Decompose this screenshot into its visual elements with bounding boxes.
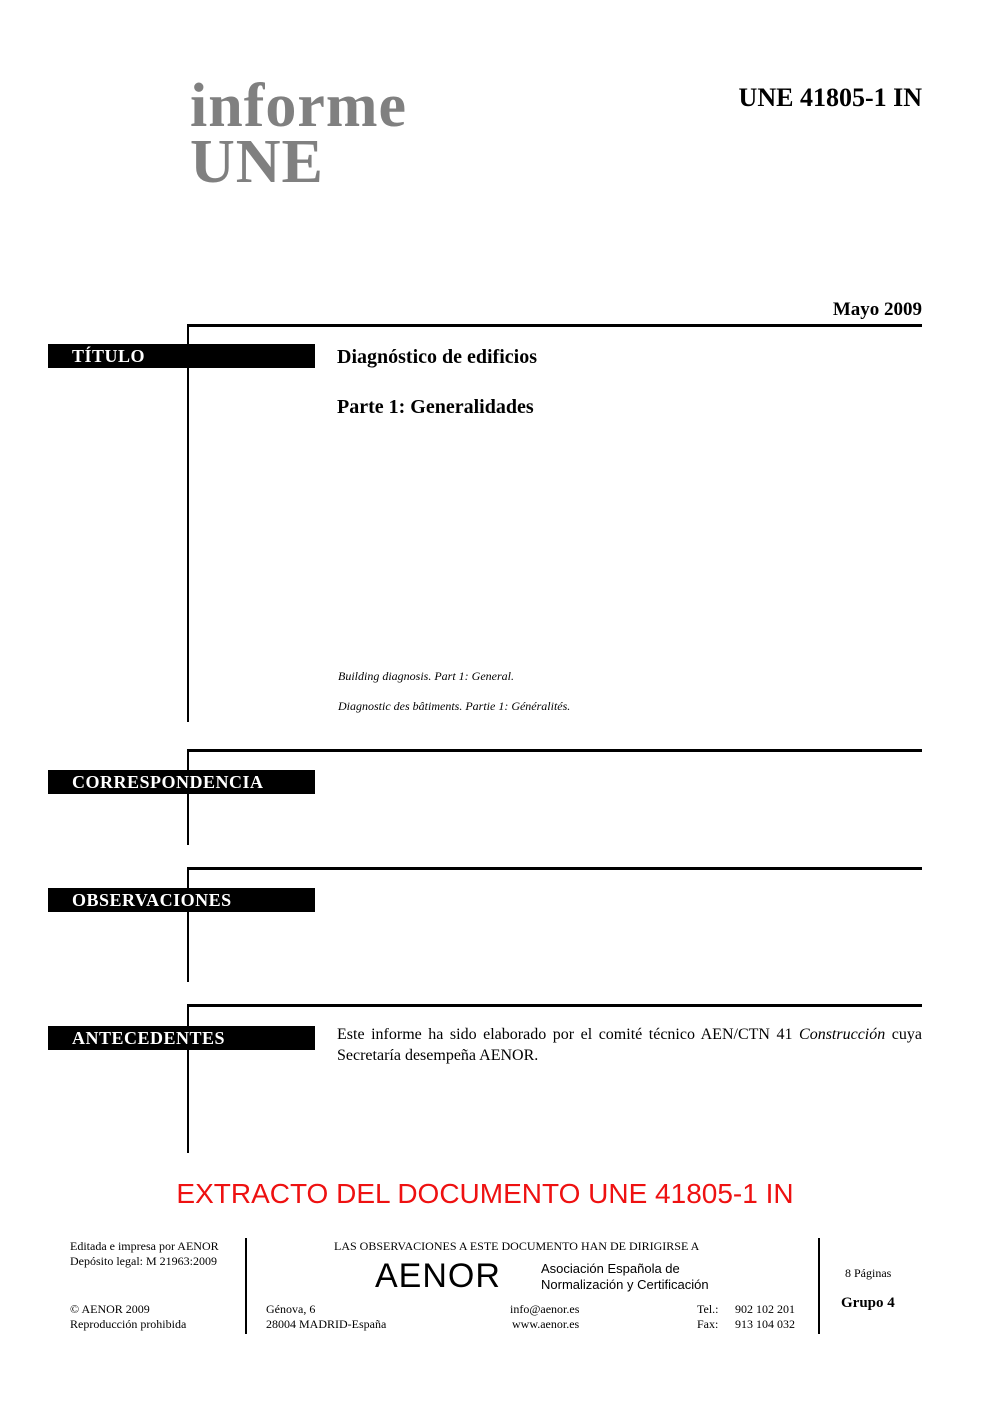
document-code: UNE 41805-1 IN	[738, 83, 922, 112]
correspondencia-label: CORRESPONDENCIA	[48, 770, 315, 794]
footer-page-count: 8 Páginas	[845, 1266, 892, 1280]
brand-line-une: UNE	[190, 128, 324, 196]
footer-reproduction: Reproducción prohibida	[70, 1317, 187, 1331]
aenor-logo: AENOR	[375, 1257, 501, 1295]
document-date: Mayo 2009	[832, 299, 922, 320]
antecedentes-committee-name: Construcción	[799, 1026, 886, 1043]
antecedentes-text-part1: Este informe ha sido elaborado por el comité técnico AEN/CTN 41	[337, 1026, 800, 1043]
observaciones-side-rule	[187, 867, 189, 982]
aenor-full-name-line2: Normalización y Certificación	[541, 1277, 709, 1292]
correspondencia-side-rule	[187, 749, 189, 845]
footer-fax-label: Fax:	[697, 1317, 719, 1331]
english-title: Building diagnosis. Part 1: General.	[338, 669, 514, 683]
titulo-label: TÍTULO	[48, 344, 315, 368]
antecedentes-top-rule	[187, 1004, 922, 1007]
aenor-full-name-line1: Asociación Española de	[541, 1261, 680, 1276]
footer-tel-value: 902 102 201	[735, 1302, 795, 1316]
footer-address-city: 28004 MADRID-España	[266, 1317, 387, 1331]
titulo-top-rule	[187, 324, 922, 327]
footer-copyright: © AENOR 2009	[70, 1302, 150, 1316]
footer-email[interactable]: info@aenor.es	[510, 1302, 580, 1316]
brand-line-informe: informe	[190, 72, 408, 140]
footer-observations-notice: LAS OBSERVACIONES A ESTE DOCUMENTO HAN DE DIRIGIRSE A	[334, 1239, 700, 1253]
aenor-full-name	[541, 1261, 709, 1293]
footer-divider-left	[245, 1238, 247, 1334]
document-title: Diagnóstico de edificios	[337, 346, 537, 368]
footer-divider-right	[818, 1238, 820, 1334]
brand-logo	[190, 72, 408, 196]
french-title: Diagnostic des bâtiments. Partie 1: Généralités.	[338, 699, 571, 713]
antecedentes-label: ANTECEDENTES	[48, 1026, 315, 1050]
extract-notice: EXTRACTO DEL DOCUMENTO UNE 41805-1 IN	[176, 1178, 794, 1209]
footer-edited-line1: Editada e impresa por AENOR	[70, 1239, 219, 1253]
observaciones-top-rule	[187, 867, 922, 870]
titulo-side-rule	[187, 324, 189, 722]
footer-price-group: Grupo 4	[841, 1295, 895, 1311]
footer-address-street: Génova, 6	[266, 1302, 316, 1316]
footer-edited-line2: Depósito legal: M 21963:2009	[70, 1254, 217, 1268]
antecedentes-text	[337, 1024, 922, 1066]
footer-tel-label: Tel.:	[697, 1302, 719, 1316]
antecedentes-text-part2: cuya Secretaría desempeña AENOR.	[337, 1026, 922, 1064]
footer-fax-value: 913 104 032	[735, 1317, 795, 1331]
footer-website[interactable]: www.aenor.es	[512, 1317, 580, 1331]
correspondencia-top-rule	[187, 749, 922, 752]
observaciones-label: OBSERVACIONES	[48, 888, 315, 912]
document-subtitle: Parte 1: Generalidades	[337, 396, 534, 418]
